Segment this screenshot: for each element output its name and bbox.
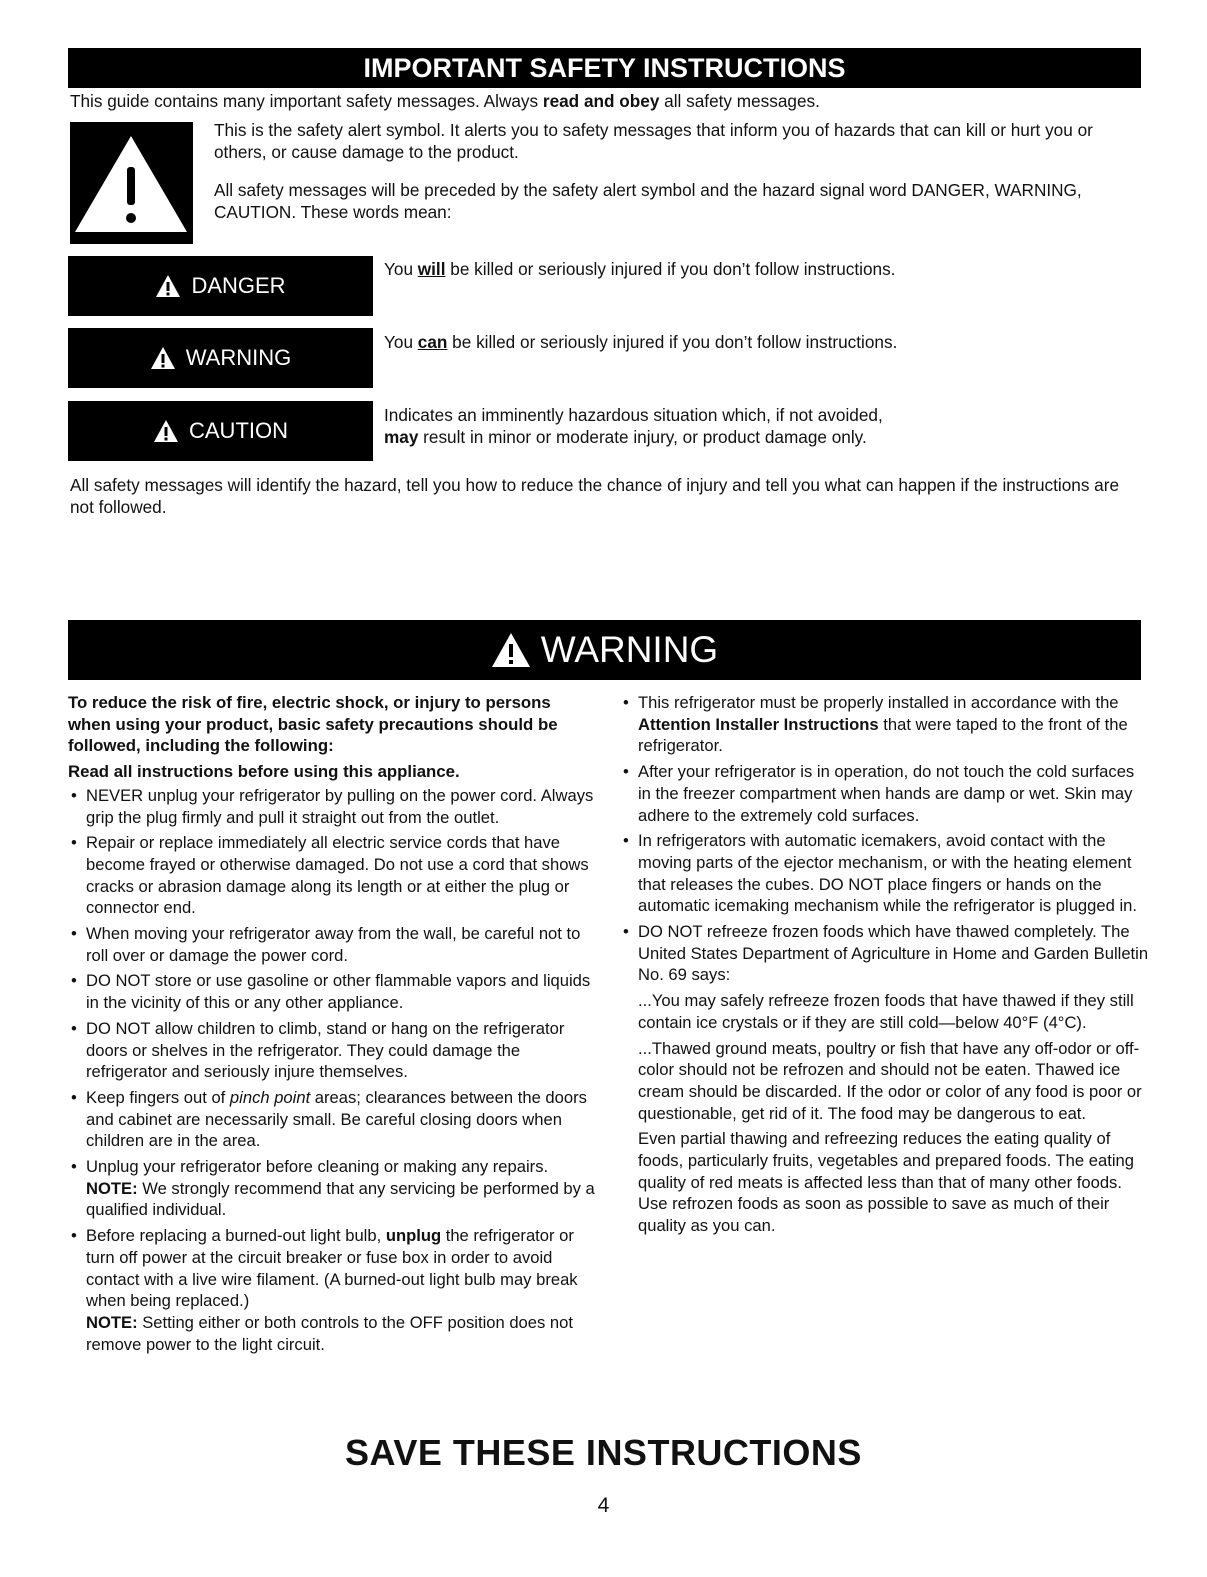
danger-post: be killed or seriously injured if you don’t follow instructions. <box>445 259 896 279</box>
header-title: IMPORTANT SAFETY INSTRUCTIONS <box>363 53 846 83</box>
note-label: NOTE: <box>86 1312 138 1332</box>
caution-emph: may <box>384 427 419 447</box>
list-item <box>68 1225 598 1355</box>
caution-label: CAUTION <box>189 418 288 443</box>
list-item <box>620 692 1150 757</box>
b7-text: • Unplug your refrigerator before cleaning or making any repairs. <box>86 1157 549 1177</box>
warning-triangle-icon <box>153 419 179 443</box>
b7-note: We strongly recommend that any servicing be performed by a qualified individual. <box>86 1178 595 1220</box>
b6-pre: Keep fingers out of <box>86 1087 230 1107</box>
warning-lead: To reduce the risk of fire, electric shock, or injury to persons when using your product, basic safety precautions should be followed, including the following: <box>68 693 558 756</box>
alert-description: This is the safety alert symbol. It alerts you to safety messages that inform you of hazards that can kill or hurt you or others, or cause damage to the product. <box>214 120 1093 162</box>
right-bullet-list <box>620 692 1150 986</box>
warning-right-column <box>620 692 1150 1241</box>
b8-bold: unplug <box>385 1226 442 1246</box>
b8-post: the refrigerator or turn off power at the circuit breaker or fuse box in order to avoid contact with a live wire filament. (A burned-out light bulb may break when being replaced.) <box>86 1226 578 1311</box>
note-label: NOTE: <box>86 1178 138 1198</box>
warning-triangle-icon <box>155 274 181 298</box>
warning-signal-box <box>68 328 373 388</box>
list-item: • DO NOT refreeze frozen foods which have thawed completely. The United States Department of Agriculture in Home and Garden Bulletin No. 69 says: <box>620 921 1150 986</box>
signal-words-description: All safety messages will be preceded by the safety alert symbol and the hazard signal word DANGER, WARNING, CAUTION. These words mean: <box>214 180 1082 222</box>
warning-triangle-icon <box>150 346 176 370</box>
page-number: 4 <box>597 1494 610 1517</box>
rb1-pre: This refrigerator must be properly installed in accordance with the <box>638 693 1119 712</box>
warning-title: WARNING <box>540 629 719 670</box>
intro-post: all safety messages. <box>659 91 820 111</box>
rb1-bold: Attention Installer Instructions <box>638 714 879 734</box>
quote-paragraph-1: ...You may safely refreeze frozen foods that have thawed if they still contain ice crystals or if they are still cold—below 40°F (4°C). <box>638 991 1134 1032</box>
warning-label: WARNING <box>185 345 292 370</box>
read-all-instructions: Read all instructions before using this appliance. <box>68 762 460 782</box>
rb1-post: that were taped to the front of the refrigerator. <box>638 714 1128 756</box>
warning-description <box>384 331 1144 353</box>
header-title-bar <box>68 48 1141 88</box>
b6-em: pinch point <box>229 1087 311 1107</box>
intro-bold: read and obey <box>542 91 660 111</box>
list-item: • In refrigerators with automatic icemakers, avoid contact with the moving parts of the ejector mechanism, or with the heating element that releases the cubes. DO NOT place fingers or hands on the automatic icemaking mechanism while the refrigerator is plugged in. <box>620 830 1150 917</box>
b8-pre: Before replacing a burned-out light bulb, <box>86 1226 386 1246</box>
list-item <box>68 1087 598 1152</box>
list-item: • DO NOT allow children to climb, stand or hang on the refrigerator doors or shelves in the refrigerator. They could damage the refrigerator and seriously injure themselves. <box>68 1018 598 1083</box>
list-item: • Repair or replace immediately all electric service cords that have become frayed or otherwise damaged. Do not use a cord that shows cracks or abrasion damage along its length or at either the plug or connector end. <box>68 832 598 919</box>
danger-label: DANGER <box>191 273 286 298</box>
danger-signal-box <box>68 256 373 316</box>
warning-pre: You <box>384 332 418 352</box>
list-item: • DO NOT store or use gasoline or other flammable vapors and liquids in the vicinity of this or any other appliance. <box>68 970 598 1013</box>
intro-pre: This guide contains many important safety messages. Always <box>70 91 543 111</box>
quote-paragraph-2: ...Thawed ground meats, poultry or fish that have any off-odor or off-color should not be refrozen and should not be eaten. Thawed ice cream should be discarded. If the odor or color of any food is poor or questionable, get rid of it. The food may be dangerous to eat. <box>638 1038 1142 1123</box>
list-item: • NEVER unplug your refrigerator by pulling on the power cord. Always grip the plug firmly and pull it straight out from the outlet. <box>68 785 598 828</box>
warning-emph: can <box>417 332 448 352</box>
save-instructions-heading: SAVE THESE INSTRUCTIONS <box>345 1432 862 1473</box>
b6-post: areas; clearances between the doors and cabinet are necessarily small. Be careful closing doors when children are in the area. <box>86 1087 587 1151</box>
all-messages-text: All safety messages will identify the hazard, tell you how to reduce the chance of injury and tell you what can happen if the instructions are not followed. <box>70 475 1120 517</box>
safety-alert-icon <box>70 122 193 244</box>
left-bullet-list <box>68 785 598 1356</box>
caution-post: result in minor or moderate injury, or product damage only. <box>418 427 867 447</box>
warning-title-bar <box>68 620 1141 680</box>
intro-text <box>70 90 1150 112</box>
b8-note: Setting either or both controls to the OFF position does not remove power to the light circuit. <box>86 1312 573 1354</box>
quality-paragraph: Even partial thawing and refreezing reduces the eating quality of foods, particularly fruits, vegetables and prepared foods. The eating quality of red meats is affected less than that of many other foods. Use refrozen foods as soon as possible to save as much of their quality as you can. <box>638 1129 1134 1236</box>
warning-post: be killed or seriously injured if you don’t follow instructions. <box>447 332 898 352</box>
danger-pre: You <box>384 259 418 279</box>
list-item: • After your refrigerator is in operation, do not touch the cold surfaces in the freezer compartment when hands are damp or wet. Skin may adhere to the extremely cold surfaces. <box>620 761 1150 826</box>
list-item: • When moving your refrigerator away from the wall, be careful not to roll over or damage the power cord. <box>68 923 598 966</box>
caution-line1: Indicates an imminently hazardous situation which, if not avoided, <box>384 405 883 425</box>
list-item <box>68 1156 598 1221</box>
danger-description <box>384 258 1144 280</box>
caution-description <box>384 404 1144 448</box>
danger-emph: will <box>417 259 446 279</box>
warning-left-column <box>68 692 598 1359</box>
warning-triangle-icon <box>491 632 531 668</box>
caution-signal-box <box>68 401 373 461</box>
